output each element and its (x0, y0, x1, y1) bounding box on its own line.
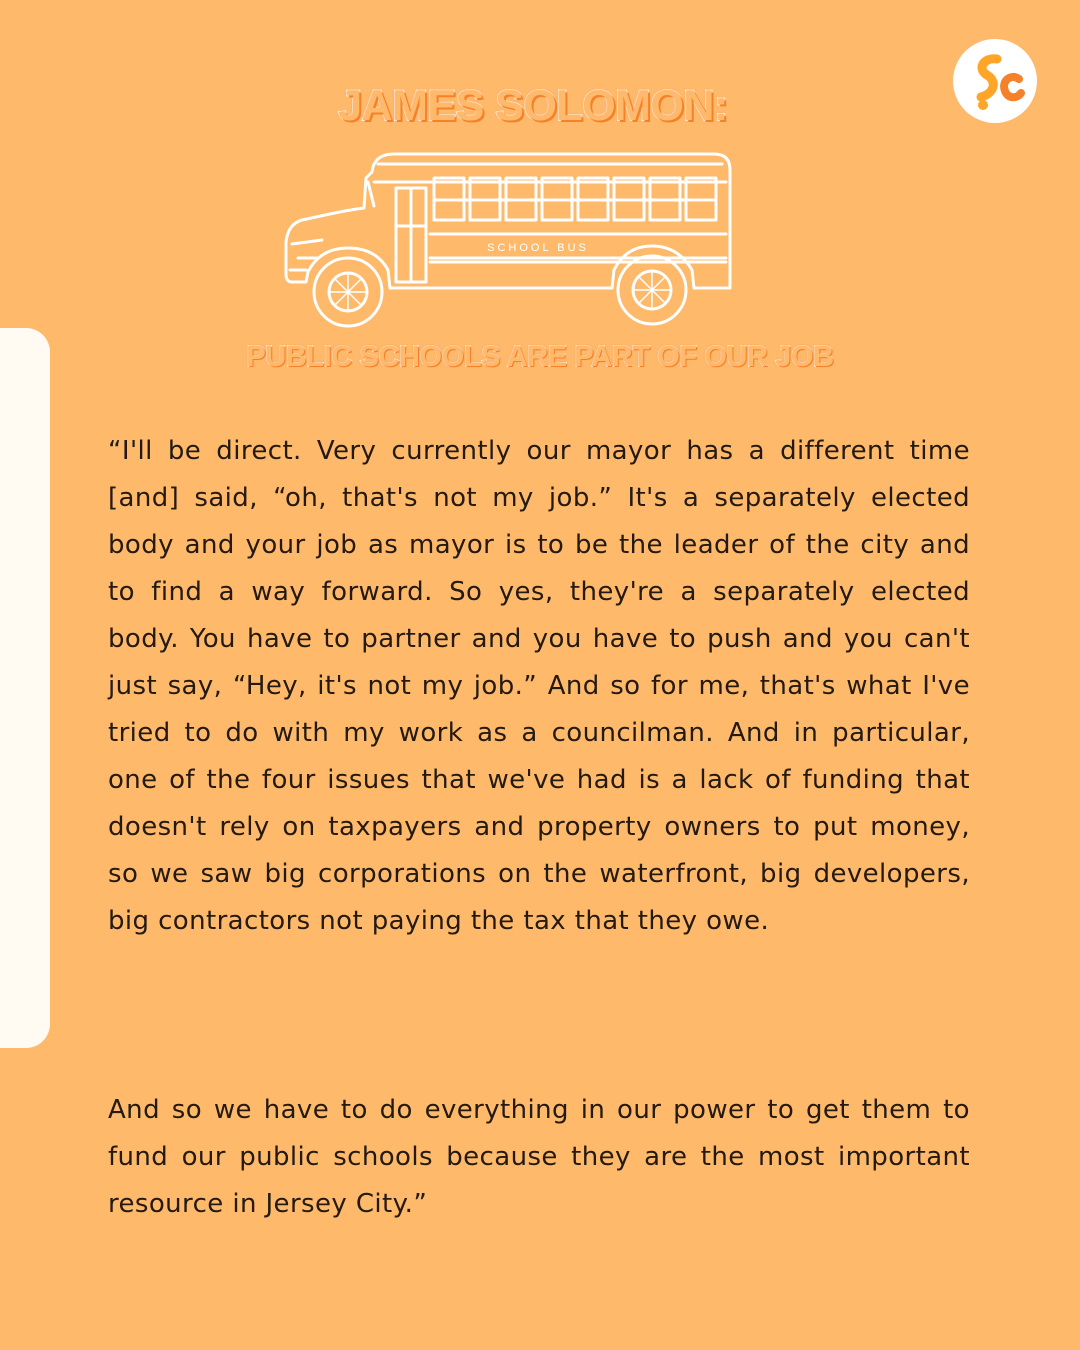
page-subtitle: PUBLIC SCHOOLS ARE PART OF OUR JOB (246, 341, 834, 373)
quote-paragraph-1: “I'll be direct. Very currently our mayor has a different time [and] said, “oh, that's not my job.” It's a separately elected body and your job as mayor is to be the leader of the city and to find a way forward. So yes, they're a separately elected body. You have to partner and you have to push and you can't just say, “Hey, it's not my job.” And so for me, that's what I've tried to do with my work as a councilman. And in particular, one of the four issues that we've had is a lack of funding that doesn't rely on taxpayers and property owners to put money, so we saw big corporations on the waterfront, big developers, big contractors not paying the tax that they owe. (108, 436, 970, 936)
page-title: JAMES SOLOMON: (338, 82, 728, 130)
bus-label: SCHOOL BUS (487, 242, 589, 254)
school-bus-illustration (282, 148, 738, 330)
quote-paragraph-2: And so we have to do everything in our power to get them to fund our public schools because they are the most important resource in Jersey City.” (108, 1095, 970, 1219)
side-tab (0, 328, 50, 1048)
